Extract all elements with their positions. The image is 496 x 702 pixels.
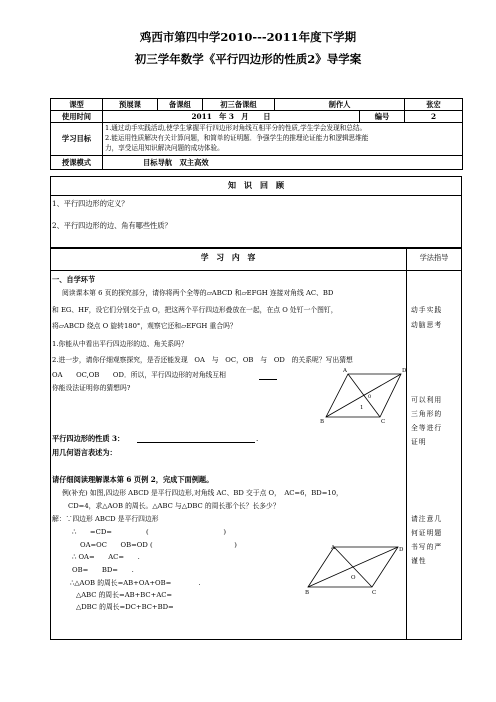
review-question-1: 1、平行四边形的定义？ <box>52 199 129 208</box>
fig1-label-b: B <box>320 419 325 425</box>
header-table <box>50 98 463 170</box>
solution-step-7: △DBC 的周长=DC+BC+BD= <box>76 603 174 611</box>
learn-header-divider <box>50 270 462 271</box>
parallelogram-figure-2 <box>300 541 404 597</box>
read-instruction: 请仔细阅读理解课本第 6 页例 2，完成下面例题。 <box>52 475 214 484</box>
guide-heading: 学法指导 <box>419 253 449 262</box>
header-row-date <box>51 111 463 123</box>
fig1-label-d: D <box>402 368 407 374</box>
property-3-underline <box>137 442 255 443</box>
property-3-period: . <box>256 434 259 443</box>
para-line-1: 阅读课本第 6 页的探究部分，请你将两个全等的▱ABCD 和▱EFGH 连接对角线 AC、BD <box>62 289 334 297</box>
geometry-language: 用几何语言表述为： <box>52 448 117 457</box>
date-value: 2011 年 3 月 日 <box>103 111 360 123</box>
type-label: 课型 <box>51 99 103 111</box>
fig2-label-b: B <box>305 590 310 596</box>
fig2-label-d: D <box>399 547 404 553</box>
parallelogram-figure-1 <box>318 365 408 429</box>
header-row-goals <box>51 123 463 156</box>
para-line-3: 将▱ABCD 绕点 O 旋转180°，观察它还和▱EFGH 重合吗？ <box>52 322 237 330</box>
solution-step-6: △ABC 的周长=AB+BC+AC= <box>76 591 173 599</box>
property-3: 平行四边形的性质 3： <box>52 434 125 443</box>
group-label: 备课组 <box>158 99 203 111</box>
guide-note-1a: 动手实践 <box>411 306 443 314</box>
page-subtitle: 初三学年数学《平行四边形的性质2》导学案 <box>134 52 362 66</box>
solution-step-3: ∴ OA= AC= . <box>72 553 140 561</box>
author-label: 制作人 <box>275 99 405 111</box>
header-row-mode <box>51 156 463 170</box>
para-line-2: 和 EG、HF，设它们分别交于点 O，把这两个平行四边形叠放在一起，在点 O 处钉一个图钉， <box>52 306 338 314</box>
guide-note-3a: 请注意几 <box>411 515 443 523</box>
solution-start: 解：∵四边形 ABCD 是平行四边形 <box>52 515 159 523</box>
example-line-2: CD=4，求△AOB 的周长。△ABC 与△DBC 的周长那个长？长多少？ <box>68 502 280 510</box>
solution-step-4: OB= BD= . <box>72 566 134 574</box>
guide-note-3d: 谨性 <box>411 557 427 565</box>
blank-underline <box>259 379 277 380</box>
review-divider <box>50 195 462 196</box>
solution-step-5: ∴△AOB 的周长=AB+OA+OB= . <box>70 579 201 587</box>
goals-content <box>103 123 463 156</box>
goals-label: 学习目标 <box>51 123 103 156</box>
review-heading: 知 识 回 顾 <box>228 180 284 190</box>
fig1-label-o: 0 <box>368 394 372 400</box>
conjecture-line: OA OC,OB OD．所以，平行四边形的对角线互相 <box>52 371 226 379</box>
guide-note-2c: 全等进行 <box>411 424 443 432</box>
goal-line-2: 2.能运用性质解决有关计算问题，和简单的证明题．争强学生的推理论证能力和逻辑思维能 <box>105 134 369 142</box>
group-value: 初三备课组 <box>203 99 275 111</box>
guide-note-3b: 何证明题 <box>411 529 443 537</box>
goal-line-1: 1.通过动手实践活动,使学生掌握平行四边形对角线互相平分的性质,学生学会发现和总结。 <box>105 124 367 132</box>
header-row-type <box>51 99 463 111</box>
fig1-label-a: A <box>343 368 347 374</box>
solution-step-2: OA=OC OB=OD ( ) <box>80 541 237 549</box>
guide-note-3c: 书写的严 <box>411 543 443 551</box>
fig2-label-o: O <box>351 575 356 581</box>
prove-question: 你能设法证明你的猜想吗? <box>52 384 131 392</box>
date-label: 使用时间 <box>51 111 103 123</box>
learn-heading: 学 习 内 容 <box>200 253 256 262</box>
solution-step-1: ∴ =CD= ( ) <box>72 528 227 536</box>
author-value: 张宏 <box>405 99 463 111</box>
question-1: 1.你能从中看出平行四边形的边、角关系吗？ <box>52 340 188 348</box>
guide-note-2a: 可以利用 <box>411 396 443 404</box>
type-value: 预展课 <box>103 99 158 111</box>
review-question-2: 2、平行四边形的边、角有哪些性质？ <box>52 221 172 230</box>
guide-note-2b: 三角形的 <box>411 410 443 418</box>
mode-label: 授课模式 <box>51 156 103 170</box>
example-line-1: 例(补充) 如图,四边形 ABCD 是平行四边形,对角线 AC、BD 交于点 O， AC=6，BD=10， <box>62 489 343 497</box>
question-2: 2.进一步，请你仔细观察探究，是否还能发现 OA 与 OC，OB 与 OD 的关系呢？写出猜想 <box>52 356 353 364</box>
fig2-label-a: A <box>331 545 335 551</box>
guide-note-1b: 动脑思考 <box>411 321 443 329</box>
number-value: 2 <box>405 111 463 123</box>
page-title: 鸡西市第四中学2010---2011年度下学期 <box>139 30 357 44</box>
guide-note-2d: 证明 <box>411 438 427 446</box>
guide-column-divider <box>406 248 407 640</box>
fig2-label-c: C <box>372 590 377 596</box>
fig1-label-c: C <box>381 419 386 425</box>
section-self-study: 一、自学环节 <box>52 275 96 284</box>
mode-value: 目标导航 双主高效 <box>103 156 463 170</box>
goal-line-3: 力，享受运用知识解决问题的成功体验。 <box>105 144 224 152</box>
number-label: 编号 <box>360 111 405 123</box>
fig1-label-angle-1: 1 <box>360 405 364 411</box>
